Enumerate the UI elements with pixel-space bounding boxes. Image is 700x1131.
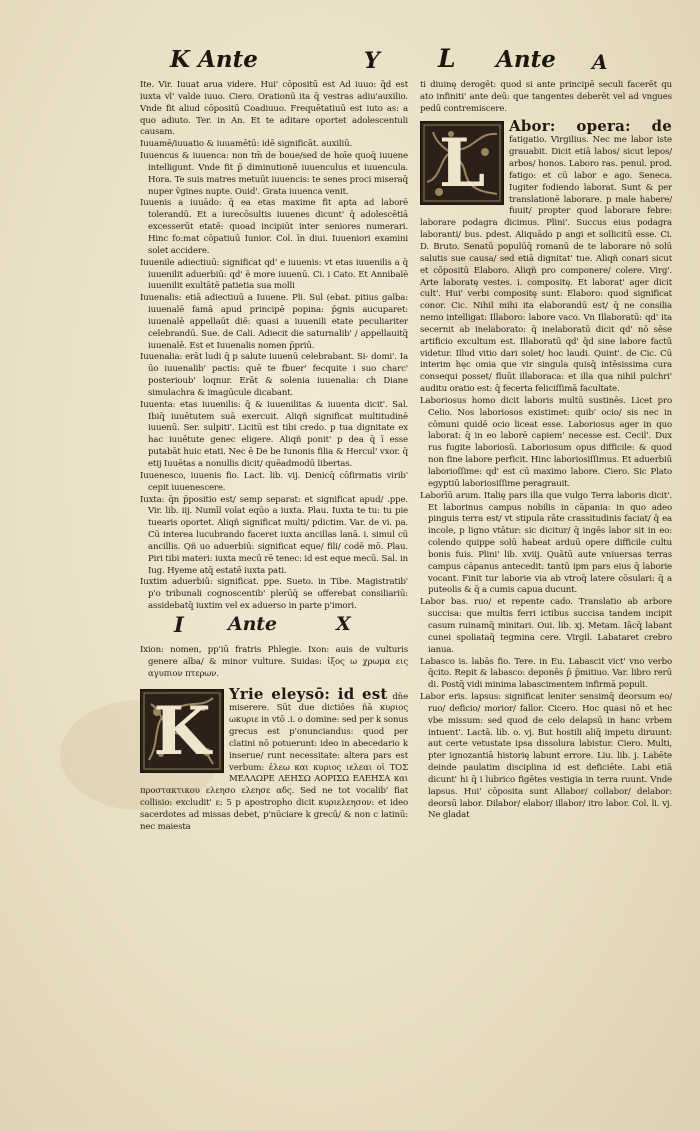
entry-iuuenalia: Iuuenalia: erāt ludi q̄ p salute iuuenū celebrabant. Si- domi'. Ia ūo iuuenalib' pactis: quē te fbuer' fecquite i suo charc' posterioub' loqnur. Erāt & solenia iuuenalia: ch Diane simulachra & imagūcule dicabant.	[140, 352, 408, 398]
entry-iuuencus: Iuuencus & iuuenca: non tm̄ de boue/sed de hoīe quoq̄ iuuene intelligunt. Vnde fit p̄ diminutionē iuuenculus et iuuencula. Hora. Te suis matres metuūt iuuencis: te senes proci miseraq̄ nuper v̄gines nupte. Ouid'. Grata iuuenca venit.	[140, 151, 408, 197]
entry-iuuo: Ite. Vir. Iuuat arua videre. Hui' cōpositū est Ad iuuo: q̄d est iuxta vl' valde iuuo. Ciero. Orationū ita q̄ vestras adiu'auxilio. Vnde fit aliud cōpositū Coadiuuo. Frequētatiuū est iuto as: a quo adiuto. Ter. in An. Et te aditare oportet adolescentuli causam.	[140, 80, 408, 138]
section-heading-letter: I	[174, 611, 184, 637]
running-head-right-word: Ante	[496, 46, 556, 73]
section-heading-i-ante-x	[140, 611, 408, 641]
entry-iuuenis: Iuuenis a iuuādo: q̄ ea etas maxime fit apta ad laborē tolerandū. Et a iurecōsultis iuuenes dicunt' q̄ adolescētiā excesserūt etatē: quoad incipiūt inter seniores numerari. Hinc fo:mat cōpatiuū Iunior. Col. īn diui. Iuueniori examini solet accidere.	[140, 198, 408, 256]
decorated-initial-l	[420, 121, 504, 205]
entry-laborium: Laborīū arum. Italię pars illa que vulgo Terra laboris dicit'. Et laborinus campus nobilis in cāpania: in quo adeo pinguis terra est/ vt stipula rāte crassitudinis faciat/ q̄ ea incole, p ligno vtātur: sic dicitur/ q̄ ingēs labor sit in eo: colendo quippe solū habeat arduū opere difficile cultu bonis fuis. Plini' lib. xviij. Quātū aute vniuersas terras campus cāpanus antecedit: tantū ipm pars eius q̄ laborie vocant. Finit tur laborie via ab vtroq̄ latere cōsulari: q̄ a puteolis & q̄ a cumis capua ducunt.	[420, 490, 672, 596]
section-heading-letter2: X	[336, 612, 351, 635]
kyrie-lead: Yrie eleysō: id est	[229, 684, 388, 703]
continued-text: ti diuinę derogēt: quod si ante principē seculi facerēt qu ato infiniti' ante deū: que tangentes deberēt vel ad vngues pedū contremiscere.	[420, 80, 672, 114]
left-column	[140, 80, 408, 1090]
labor-text: fatigatio. Virgilius. Nec me labor iste grauabit. Dicit etiā labos/ sicut lepos/ arbos/ honos. Laboro ras. penul. prod. fatigo: et cū labor e ago. Seneca. Iugiter fodiendo laborat. Sunt & per translationē laborare. p male habere/ fuuit/ propter quod laborare febre: laborare podagra dicimus. Plini'. Succus eius podagra laboranti/ bus. pdest. Aliquādo p angi et sollicitū esse. Ci. D. Bruto. Senatū populūq̄ romanū de te laborare nō solū salutis sue causa/ sed etiā dignitat' tue. Aliqñ conari sicut et cōpositū Elaboro. Aliqñ pro componere/ colere. Virg'. Arte laboratę vestes. i. compositę. Et laborat' ager dicit cult'. Hui' verbi compositę sunt: Elaboro: quod significat conor. Cic. Nihil mihi ita elaborandū est/ q̄ ne consilia nemo intelligat: Illaboro: labore vaco. Vn Illaboratū: qd' ita secernit ab inelaborato: q̄ inelaboratū dicit qd' nō sēse artificio excultum est. Illaboratū qd' q̄d sine labore factū videtur. Illud vitio dari solet/ hoc laudi. Quint'. de Cic. Cū interim hęc omia que vir singula quisq̄ intēsissima cura consequi posset/ fluūt illaboraca: et illa qua nihil pulchri' auditu oratio est: q̄ fecerta feliciſſimā facultate.	[420, 135, 672, 395]
entry-iuxta: Iuxta: q̄n p̄positio est/ semp separat: et significat apud/ .ppe. Vir. lib. iij. Numīl volat eqūo a iuxta. Plau. Iuxta te tu: tu pie tuearis oportet. Aliqñ significat multi/ pdictim. Var. de vi. pa. Cū interea lucubrando faceret iuxta ancillas lanā. i. simul cū ancillis. Qñ uo aduerbiū: significat eque/ fili/ codē mō. Plau. Piri tibi materi: iuxta mecū rē tenec: id est eque mecū. Sal. in Iug. Hyeme atq̄ estatē iuxta pati.	[140, 494, 408, 576]
initial-letter: K	[153, 691, 211, 770]
running-head-right-letter: L	[438, 44, 456, 73]
entry-labo: Labor bas. ruo/ et repente cado. Translatio ab arbore succisa: que multis ferri ictibus succisa tandem incipit casum ruinamq̄ minitari. Oui. lib. xj. Metam. Iācq̄ labant cunei spoliataq̄ tegmina cere. Virgil. Labataret crebro ianua.	[420, 597, 672, 655]
running-head-right-letter2: A	[592, 50, 608, 74]
entry-iuuenta: Iuuenta: etas iuuenilis: q̄ & iuuenilitas & iuuenta dicit'. Sal. Ibiq̄ iuuētutem suā exercuit. Aliqñ significat multitudinē iuuenū. Ser. sulpiti'. Licitū est tibi credo. p tua dignitate ex hac iuuētute genec eligere. Aliqñ ponit' p dea q̄ ī esse putabāt huic etati. Nec ē De be Iunonis filia & Hercul' vxor. q̄ etij Iuuētas a nonullis dicit/ quēadmodū libertas.	[140, 399, 408, 469]
entry-iuuenesco: Iuuenesco, iuuenis fio. Lact. lib. vij. Denicq̄ cōfirmatis virib' cepit iuuenescere.	[140, 470, 408, 493]
running-head-left: K Ante	[170, 46, 258, 73]
entry-iuuenile: Iuuenile adiectiuū: significat qd' e iuuenis: vt etas iuuenilis a q̄ iuuenilit aduerbiū: qd' ē more iuuenū. Ci. i Cato. Et Annibalē iuuenilit exultātē patietia sua molli	[140, 257, 408, 292]
kyrie-text: dn̄e miserere. Sūt due dictiōes ñā κυριος ωκυριε in vtō .i. o domine: sed per k sonus grecus est p'onunciandus: quod per clatini nō potuerunt: ideo in abecedario k inserue/ runt necessitate: altera pars est verbum: ἐλεω και κυριος ιελεαι οἱ ΤΟΣ ΜΕΛΛΩΡΕ ΛΕΗΣΩ ΑΟΡΙΣΩ ΕΛΕΗΣΑ και προστακτικου ελεησο ελεησε αδς. Sed ne tot vocalib' fiat collisio: excludit' ε: 5 p apostropho dicit κυριελεησον: et ideo sacerdotes ad missas debet, p'nūciare k grecū/ & non c latinū: nec maiesta	[140, 691, 408, 832]
entry-iuuenalis: Iuuenalis: etiā adiectiuū a Iuuene. Pli. Sul (ebat. pitius galba: iuuenalē famā apud principē popina: p̄gnis aucuparet: iuuenalē appellaūt diē: quasi a iuuenili etate peculiariter celebrandū. Sue. de Cali. Adiecit die saturnalib' / appellauitq̄ iuuenalē. Est et Iuuenalis nomen p̄priū.	[140, 293, 408, 351]
initial-letter: L	[438, 123, 486, 202]
entry-laboriosus: Laboriosus homo dicit laboris multū sustinēs. Licet pro Celio. Nos laboriosos existimet: quib' ocio/ sis nec in cōmuni quidē ocio liceat esse. Laboriosus ager in quo laborat: q̄ in eo laborē capiem' necesse est. Cecil'. Dux rus fugite laboriosū. Laboriosum opus difficile: & quod non fine labore perficit. Hinc laboriosiſſimus. Et aduerbiū laborioſſime: qd' est cū maximo labore. Ciero. Sic Plato egyptiū laboriosiſſime peragrauit.	[420, 395, 672, 489]
entry-iuuamen: Iuuamē/iuuatio & iuuamētū: idē significāt. auxiliū.	[140, 139, 353, 150]
entry-labor-eris: Labor eris. lapsus: significat leniter sensimq̄ deorsum eo/ ruo/ deficio/ morior/ fallor. Cicero. Hoc quasi nō et hec vbe missum: sed quod de celo delapsū in hanc vrbem intuent'. Lactā. lib. o. vj. But hostili aliq̄ impetu diruunt: aut certe vetustate ipsa dissolura labistur. Ciero. Multi, pter ignozantiā historię labunt errore. Liu. lib. j. Labēte deinde paulatim disciplina id est deficiēte. Labi etiā dicunt' hi q̄ i lubrico figētes vestigia in terra ruunt. Vnde lapsus. Hui' cōposita sunt Allabor/ collabor/ delabor: deorsū labor. Dilabor/ elabor/ illabor/ itro labor. Col. li. vj. Ne gladat	[420, 692, 672, 821]
section-heading-word: Ante	[228, 612, 277, 635]
labor-lead: Abor: opera: de	[509, 116, 672, 135]
running-head-middle: Y	[364, 48, 380, 74]
entry-iuxtim: Iuxtim aduerbiū: significat. ppe. Sueto. in Tibe. Magistratib' p'o tribunali cognoscentib' plerūq̄ se offerebat consiliariū: assidebatq̄ iuxtim vel ex aduerso in parte p'imori.	[140, 577, 408, 612]
decorated-initial-k	[140, 689, 224, 773]
right-column	[420, 80, 672, 1090]
entry-labasco: Labasco is. labās fio. Tere. in Eu. Labascit vict' vno verbo q̄cito. Repit & labasco: deponēs p̄ p̄mitiuo. Var. libro rerū di. Postq̄ vidi minima labascimentem infirmā populi.	[420, 656, 672, 691]
entry-ixion: Ixion: nomen, pp'iū fratris Phlegie. Ixon: auis de vulturis genere alba/ & minor vulture. Suidas: ἰξος ω χρωμα εις αγυπιον πτερων.	[140, 644, 408, 679]
running-head	[0, 44, 700, 84]
